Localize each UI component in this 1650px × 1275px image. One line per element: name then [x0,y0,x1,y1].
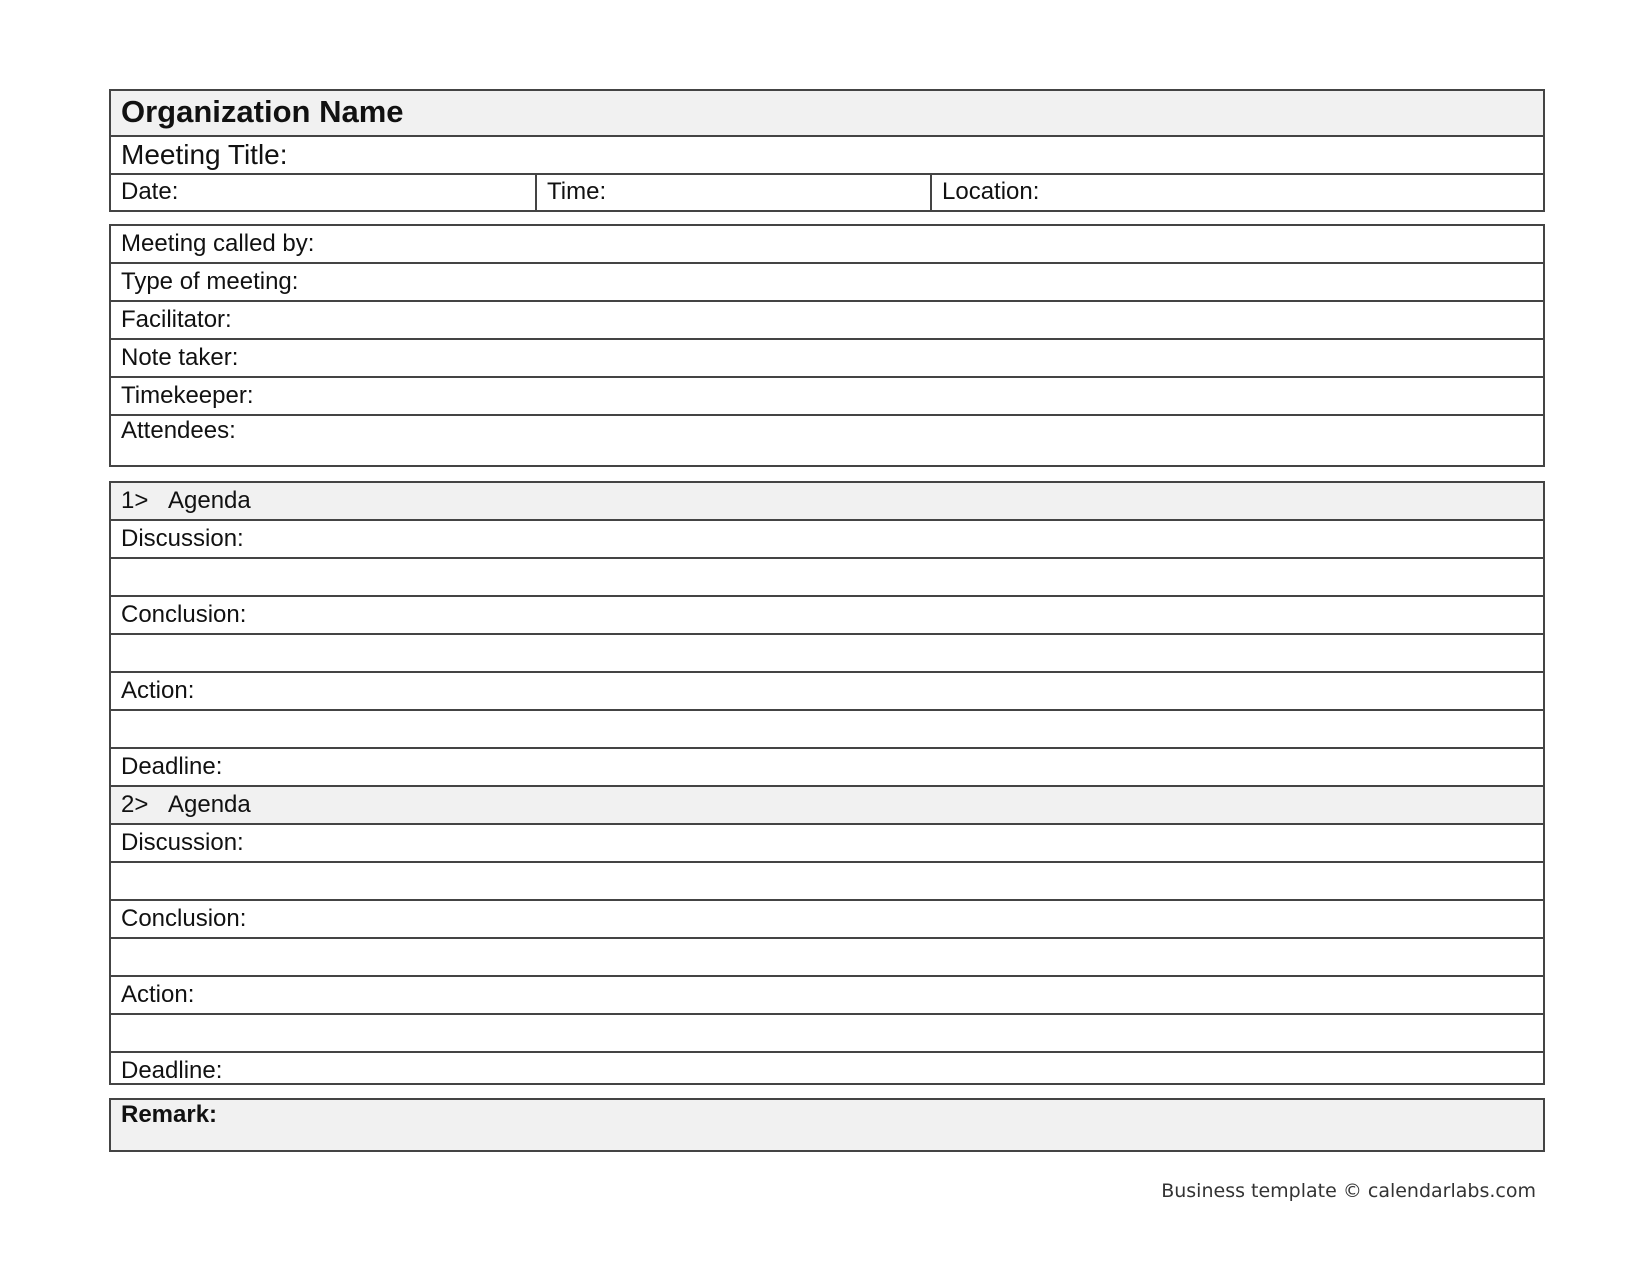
remark-table [109,1098,1545,1152]
conclusion-entry-line[interactable] [111,939,1543,977]
footer-credit: Business template © calendarlabs.com [1161,1180,1536,1202]
meeting-header-table [109,89,1545,212]
action-label: Action: [111,673,1543,711]
conclusion-entry-line[interactable] [111,635,1543,673]
attendees-field[interactable]: Attendees: [121,417,236,444]
timekeeper-field[interactable]: Timekeeper: [111,378,1543,416]
organization-name[interactable]: Organization Name [111,91,1543,137]
agenda-item-title: Agenda [168,791,251,818]
action-label: Action: [111,977,1543,1015]
meeting-title-field[interactable]: Meeting Title: [111,137,1543,175]
note-taker-field[interactable]: Note taker: [111,340,1543,378]
action-entry-line[interactable] [111,1015,1543,1053]
facilitator-field[interactable]: Facilitator: [111,302,1543,340]
date-field[interactable]: Date: [111,175,537,210]
conclusion-label: Conclusion: [111,597,1543,635]
agenda-item-header[interactable] [111,787,1543,825]
discussion-entry-line[interactable] [111,559,1543,597]
meeting-called-by-field[interactable]: Meeting called by: [111,226,1543,264]
agenda-item-title: Agenda [168,487,251,514]
location-field[interactable]: Location: [942,178,1040,205]
time-field[interactable]: Time: [537,175,932,210]
discussion-label: Discussion: [111,825,1543,863]
action-entry-line[interactable] [111,711,1543,749]
discussion-entry-line[interactable] [111,863,1543,901]
meeting-details-table [109,224,1545,467]
agenda-item-number: 1> [121,487,149,514]
meeting-type-field[interactable]: Type of meeting: [111,264,1543,302]
agenda-item-number: 2> [121,791,149,818]
deadline-field[interactable]: Deadline: [111,749,1543,787]
remark-field[interactable]: Remark: [121,1101,218,1128]
date-time-location-row [111,175,1543,210]
agenda-table [109,481,1545,1085]
conclusion-label: Conclusion: [111,901,1543,939]
deadline-field[interactable]: Deadline: [121,1057,223,1084]
agenda-item-header[interactable] [111,483,1543,521]
discussion-label: Discussion: [111,521,1543,559]
